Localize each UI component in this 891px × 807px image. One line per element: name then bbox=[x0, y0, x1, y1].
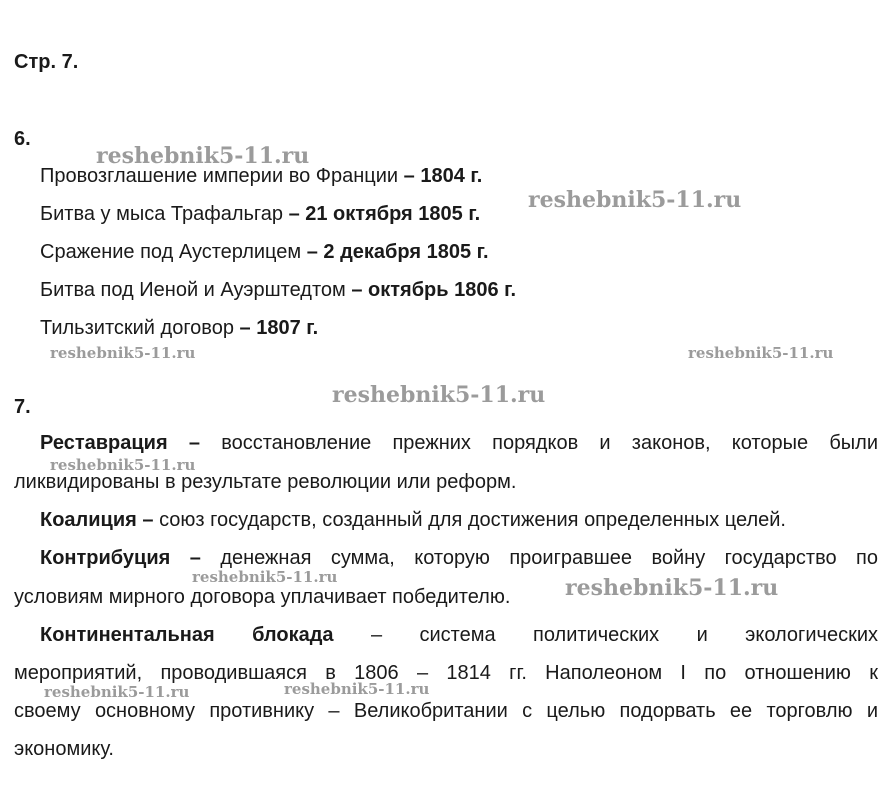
event-name: Битва у мыса Трафальгар bbox=[40, 203, 284, 225]
definition-text: денежная сумма, которую проигравшее войну государство по bbox=[220, 547, 878, 569]
event-date: – 1804 г. bbox=[403, 165, 483, 187]
blockade-definition bbox=[40, 623, 878, 647]
definition-line: ликвидированы в результате революции или реформ. bbox=[14, 471, 517, 493]
term: Коалиция – bbox=[40, 509, 154, 531]
task-6-number: 6. bbox=[14, 128, 31, 150]
definition-line: мероприятий, проводившаяся в 1806 – 1814 гг. Наполеоном I по отношению к bbox=[14, 662, 878, 684]
event-name: Сражение под Аустерлицем bbox=[40, 241, 302, 263]
term: Континентальная блокада bbox=[40, 624, 334, 646]
term: Контрибуция – bbox=[40, 547, 201, 569]
watermark: reshebnik5-11.ru bbox=[50, 456, 196, 474]
contribution-definition bbox=[40, 546, 878, 570]
task-6-item bbox=[40, 278, 516, 302]
task-6-item bbox=[40, 316, 318, 340]
watermark: reshebnik5-11.ru bbox=[284, 680, 430, 698]
definition-line: условиям мирного договора уплачивает победителю. bbox=[14, 586, 511, 608]
event-date: – 1807 г. bbox=[239, 317, 319, 339]
definition-text: союз государств, созданный для достижения определенных целей. bbox=[159, 509, 786, 531]
restoration-definition bbox=[40, 431, 878, 455]
watermark: reshebnik5-11.ru bbox=[50, 344, 196, 362]
definition-line: экономику. bbox=[14, 738, 114, 760]
watermark: reshebnik5-11.ru bbox=[528, 187, 742, 213]
definition-line: своему основному противнику – Великобритании с целью подорвать ее торговлю и bbox=[14, 700, 878, 722]
term: Реставрация – bbox=[40, 432, 200, 454]
task-7-number: 7. bbox=[14, 396, 31, 418]
event-date: – октябрь 1806 г. bbox=[351, 279, 517, 301]
coalition-definition bbox=[40, 508, 786, 532]
watermark: reshebnik5-11.ru bbox=[192, 568, 338, 586]
event-name: Тильзитский договор bbox=[40, 317, 234, 339]
event-date: – 21 октября 1805 г. bbox=[288, 203, 481, 225]
task-6-item bbox=[40, 202, 480, 226]
task-6-item bbox=[40, 240, 489, 264]
watermark: reshebnik5-11.ru bbox=[44, 683, 190, 701]
page-label: Стр. 7. bbox=[14, 51, 79, 73]
watermark: reshebnik5-11.ru bbox=[96, 143, 310, 169]
definition-text: – система политических и экологических bbox=[370, 624, 878, 646]
watermark: reshebnik5-11.ru bbox=[688, 344, 834, 362]
watermark: reshebnik5-11.ru bbox=[565, 575, 779, 601]
event-date: – 2 декабря 1805 г. bbox=[306, 241, 489, 263]
watermark: reshebnik5-11.ru bbox=[332, 382, 546, 408]
event-name: Провозглашение империи во Франции bbox=[40, 165, 399, 187]
definition-text: восстановление прежних порядков и законов, которые были bbox=[221, 432, 878, 454]
event-name: Битва под Иеной и Ауэрштедтом bbox=[40, 279, 346, 301]
